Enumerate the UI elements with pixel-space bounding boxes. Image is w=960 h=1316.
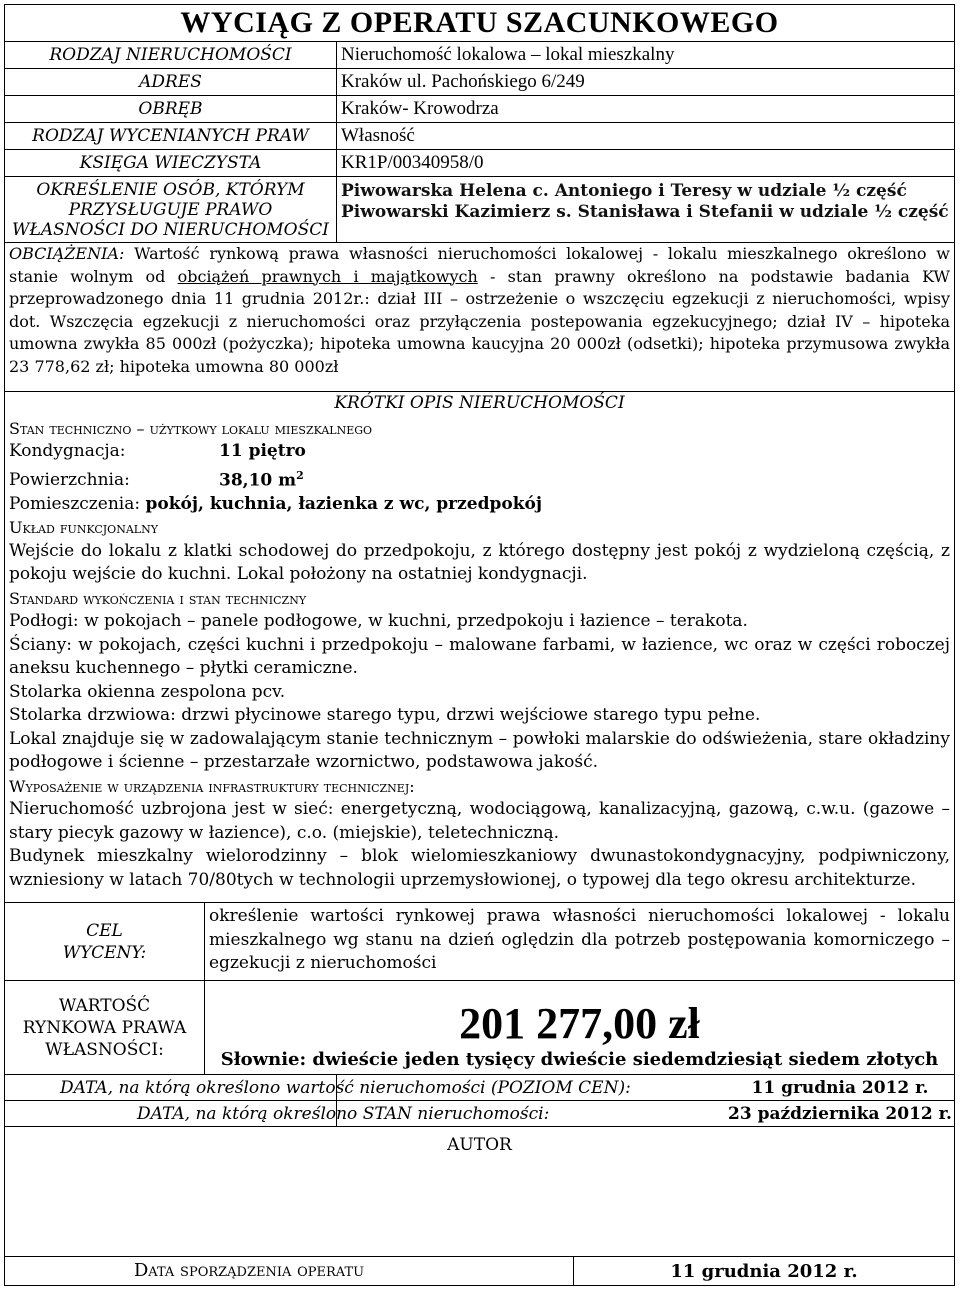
- area-label: Powierzchnia:: [9, 470, 130, 491]
- layout-text: Wejście do lokalu z klatki schodowej do przedpokoju, z którego dostępny jest pokój z wydzieloną częścią, z pokoju wejście do kuchni. Lokal położony na ostatniej kondygnacji.: [9, 540, 950, 585]
- encumbrances-row: [5, 243, 955, 392]
- info-row: [5, 150, 955, 177]
- info-row: [5, 123, 955, 150]
- author-row: [5, 1127, 955, 1257]
- encumbrances-cell: [5, 243, 955, 392]
- info-row: [5, 42, 955, 69]
- walls-text: Ściany: w pokojach, części kuchni i przedpokoju – malowane farbami, w łazience, wc oraz w części roboczej aneksu kuchennego – płytki ceramiczne.: [9, 634, 950, 679]
- owners-label-line: PRZYSŁUGUJE PRAWO: [68, 199, 273, 220]
- condition-text: Lokal znajduje się w zadowalającym stanie technicznym – powłoki malarskie do odświeżenia, stare okładziny podłogowe i ścienne – przestarzałe wzornictwo, podstawowa jakość.: [9, 728, 950, 773]
- equipment-text: Nieruchomość uzbrojona jest w sieć: energetyczną, wodociągową, kanalizacyjną, gazową, c.w.u. (gazowe – stary piecyk gazowy w łazience), c.o. (miejskie), teletechniczną.: [9, 799, 950, 843]
- floor-line: [9, 440, 950, 464]
- owners-row: [5, 177, 955, 243]
- building-text: Budynek mieszkalny wielorodzinny – blok wielomieszkaniowy dwunastokondygnacyjny, podpiwniczony, wzniesiony w latach 70/80tych w technologii uprzemysłowionej, o typowej dla tego okresu architekturze.: [9, 846, 950, 890]
- row-value: Kraków- Krowodrza: [337, 96, 955, 123]
- tech-heading: Stan techniczno – użytkowy lokalu mieszkalnego: [9, 418, 373, 438]
- row-value: KR1P/00340958/0: [337, 150, 955, 177]
- market-value-words: Słownie: dwieście jeden tysięcy dwieście siedemdziesiąt siedem złotych: [220, 1049, 939, 1070]
- prepared-row: [5, 1257, 955, 1286]
- state-date-label: DATA, na którą określono STAN nieruchomości:: [137, 1103, 550, 1124]
- prepared-flex: [5, 1257, 954, 1285]
- equipment-heading: Wyposażenie w urządzenia infrastruktury technicznej:: [9, 776, 415, 796]
- document-title: WYCIĄG Z OPERATU SZACUNKOWEGO: [5, 5, 955, 42]
- finish-heading: Standard wykończenia i stan techniczny: [9, 588, 307, 608]
- state-date-value: 23 października 2012 r.: [728, 1103, 952, 1124]
- author-label: AUTOR: [5, 1127, 955, 1257]
- floors-text: Podłogi: w pokojach – panele podłogowe, w kuchni, przedpokoju i łazience – terakota.: [9, 611, 748, 632]
- date-cell: [60, 1075, 955, 1101]
- owner-entry: Piwowarska Helena c. Antoniego i Teresy w udziale ½ część: [341, 181, 907, 201]
- date-row: [5, 1101, 955, 1127]
- floor-value: 11 piętro: [219, 441, 306, 461]
- date-cell: [137, 1101, 955, 1127]
- owners-label: [5, 177, 337, 243]
- row-label: ADRES: [5, 69, 337, 96]
- encumbrances-underlined: obciążeń prawnych i majątkowych: [177, 266, 478, 286]
- rooms-label: Pomieszczenia:: [9, 493, 141, 514]
- value-label: [5, 981, 205, 1075]
- owners-label-line: WŁASNOŚCI DO NIERUCHOMOŚCI: [12, 219, 329, 240]
- owners-value: [337, 177, 955, 243]
- description-heading: KRÓTKI OPIS NIERUCHOMOŚCI: [334, 393, 625, 413]
- row-value: Nieruchomość lokalowa – lokal mieszkalny: [337, 42, 955, 69]
- layout-heading: Układ funkcjonalny: [9, 518, 158, 538]
- encumbrances-text: Wartość rynkową prawa własności nieruchomości lokalowej - lokalu mieszkalnego określono w stanie wolnym od: [9, 244, 950, 286]
- row-label: RODZAJ WYCENIANYCH PRAW: [5, 123, 337, 150]
- date-flex: [137, 1103, 954, 1124]
- purpose-row: [5, 903, 955, 981]
- purpose-label-line: WYCENY:: [62, 942, 147, 963]
- value-label-line: WARTOŚĆ: [58, 995, 151, 1016]
- area-unit-sup: 2: [296, 468, 304, 482]
- info-row: [5, 69, 955, 96]
- floor-label: Kondygnacja:: [9, 441, 126, 461]
- doors-text: Stolarka drzwiowa: drzwi płycinowe starego typu, drzwi wejściowe starego typu pełne.: [9, 705, 761, 726]
- prepared-value: 11 grudnia 2012 r.: [670, 1260, 858, 1282]
- prepared-cell: [5, 1257, 955, 1286]
- row-value: Kraków ul. Pachońskiego 6/249: [337, 69, 955, 96]
- document-page: [4, 4, 954, 1310]
- owners-label-line: OKREŚLENIE OSÓB, KTÓRYM: [36, 179, 305, 200]
- area-value: 38,10 m: [219, 470, 297, 491]
- prepared-label: Data sporządzenia operatu: [0, 1257, 574, 1285]
- encumbrances-text: - stan prawny określono na podstawie badania KW przeprowadzonego dnia 11 grudnia 2012r.: dział III – ostrzeżenie o wszczęciu egzekucji z nieruchomości, wpisy dot. Wszczęcia egzekucji z nieruchomości oraz przyłączenia postepowania egzekucyjnego; dział IV – hipoteka umowna zwykła 85 000zł (pożyczka); hipoteka umowna kaucyjna 20 000zł (odsetki); hipoteka przymusowa zwykła 23 778,62 zł; hipoteka umowna 80 000zł: [9, 266, 951, 376]
- price-date-label: DATA, na którą określono wartość nieruchomości (POZIOM CEN):: [60, 1077, 631, 1098]
- owner-entry: Piwowarski Kazimierz s. Stanisława i Stefanii w udziale ½ część: [341, 202, 949, 222]
- value-label-line: RYNKOWA PRAWA: [22, 1017, 187, 1038]
- encumbrances-label: OBCIĄŻENIA:: [9, 244, 125, 263]
- description-cell: [5, 392, 955, 903]
- purpose-label: [5, 903, 205, 981]
- row-label: KSIĘGA WIECZYSTA: [5, 150, 337, 177]
- price-date-value: 11 grudnia 2012 r.: [751, 1077, 929, 1098]
- info-row: [5, 96, 955, 123]
- purpose-text: określenie wartości rynkowej prawa własności nieruchomości lokalowej - lokalu mieszkalnego wg stanu na dzień oględzin dla potrzeb postępowania komorniczego – egzekucji z nieruchomości: [205, 903, 955, 981]
- market-value-amount: 201 277,00 zł: [459, 999, 700, 1048]
- appraisal-extract-table: [4, 4, 955, 1286]
- value-row: [5, 981, 955, 1075]
- description-row: [5, 392, 955, 903]
- date-row: [5, 1075, 955, 1101]
- rooms-value: pokój, kuchnia, łazienka z wc, przedpokój: [145, 493, 542, 514]
- row-label: OBRĘB: [5, 96, 337, 123]
- date-flex: [60, 1077, 954, 1098]
- row-value: Własność: [337, 123, 955, 150]
- purpose-label-line: CEL: [86, 920, 123, 941]
- windows-text: Stolarka okienna zespolona pcv.: [9, 681, 286, 702]
- value-label-line: WŁASNOŚCI:: [45, 1039, 164, 1060]
- row-label: RODZAJ NIERUCHOMOŚCI: [5, 42, 337, 69]
- area-line: [9, 464, 950, 493]
- rooms-line: [9, 493, 950, 517]
- value-cell: [205, 981, 955, 1075]
